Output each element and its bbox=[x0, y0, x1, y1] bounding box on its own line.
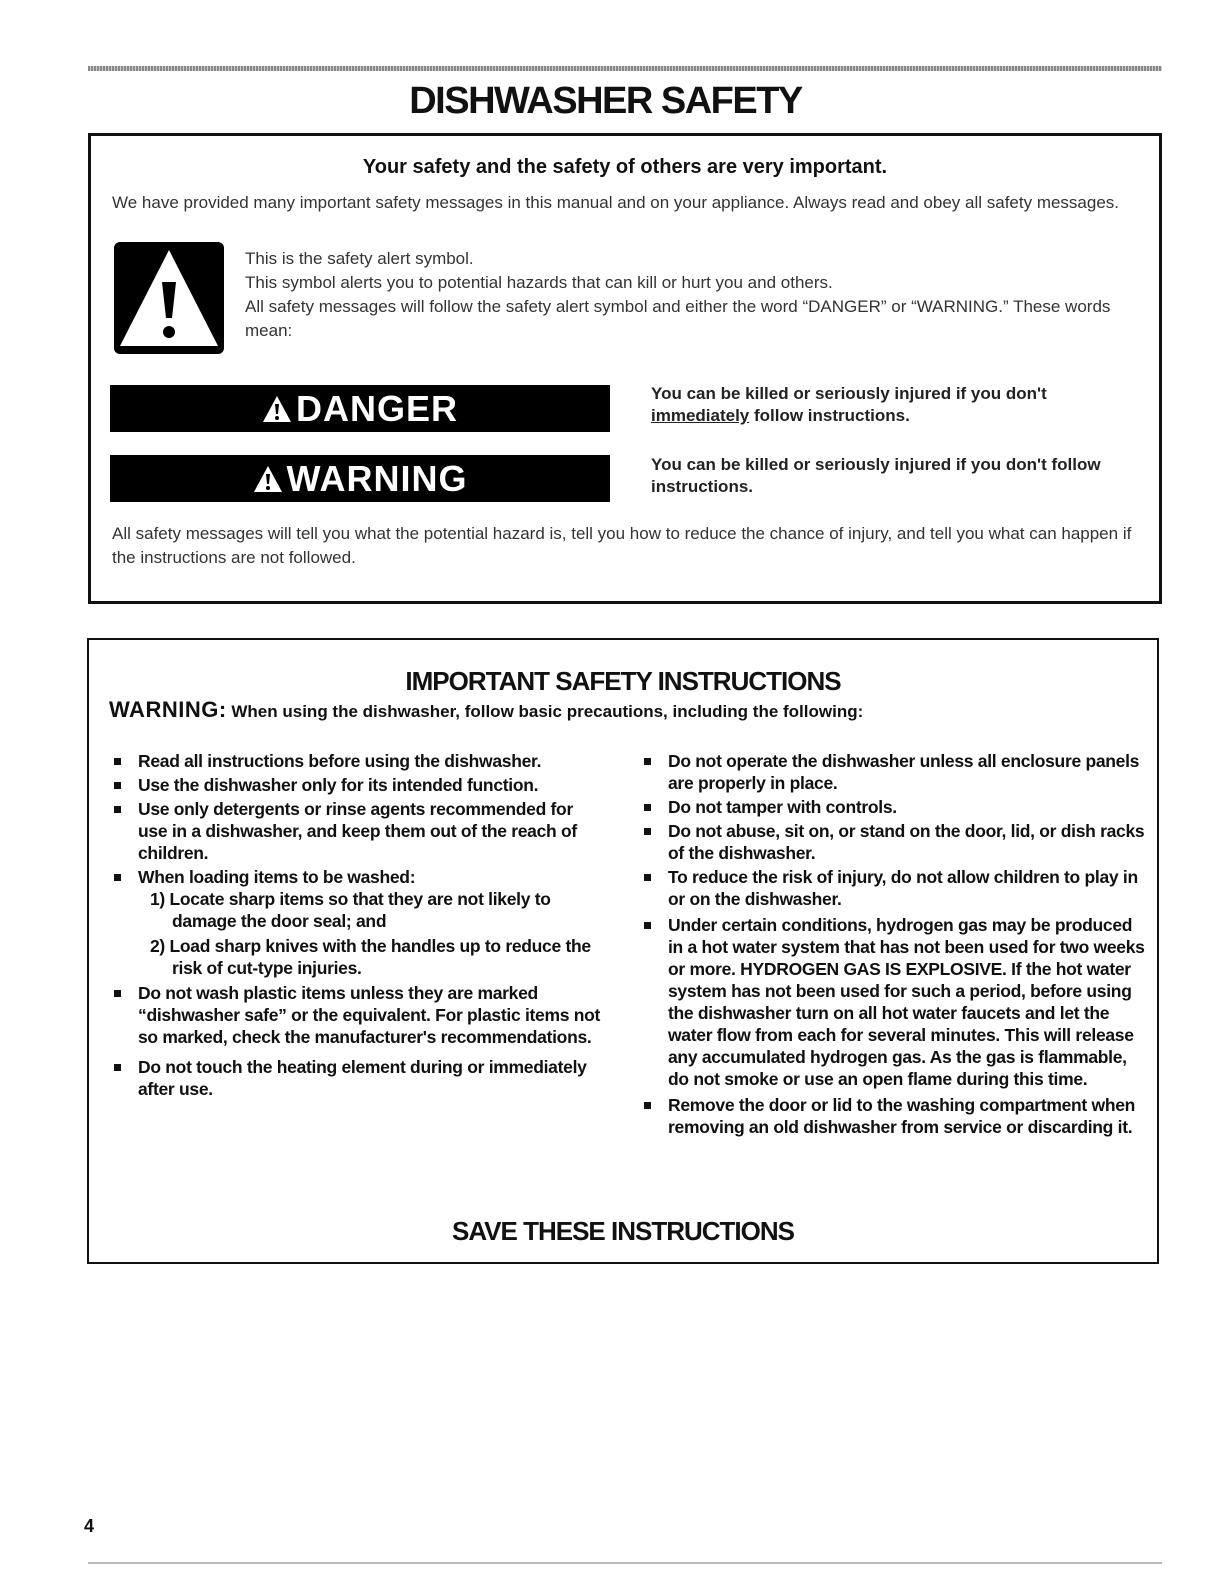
list-item: Do not tamper with controls. bbox=[643, 796, 1148, 818]
warning-label: WARNING bbox=[286, 457, 468, 499]
warning-banner bbox=[110, 455, 610, 502]
safety-intro: We have provided many important safety messages in this manual and on your appliance. Always read and obey all safety messages. bbox=[112, 193, 1120, 212]
warning-word: WARNING: bbox=[109, 697, 227, 722]
list-item: Read all instructions before using the dishwasher. bbox=[113, 750, 603, 772]
list-item-loading bbox=[113, 866, 603, 979]
safety-heading: Your safety and the safety of others are very important. bbox=[362, 156, 888, 178]
warning-triangle-icon bbox=[253, 465, 283, 493]
page-number: 4 bbox=[84, 1516, 95, 1536]
bottom-divider bbox=[88, 1562, 1162, 1564]
warning-triangle-icon bbox=[262, 395, 292, 423]
sub-item: 2) Load sharp knives with the handles up to reduce the risk of cut-type injuries. bbox=[150, 936, 591, 978]
instructions-right-column bbox=[643, 750, 1148, 1140]
alert-line: This symbol alerts you to potential hazards that can kill or hurt you and others. bbox=[245, 273, 833, 292]
list-item: Use the dishwasher only for its intended function. bbox=[113, 774, 603, 796]
top-divider bbox=[88, 66, 1162, 71]
danger-text-part: You can be killed or seriously injured if you don't bbox=[651, 384, 1047, 403]
safety-info-box bbox=[88, 133, 1162, 604]
safety-closing: All safety messages will tell you what the potential hazard is, tell you how to reduce the chance of injury, and tell you what can happen if the instructions are not followed. bbox=[112, 524, 1132, 567]
loading-sublist bbox=[138, 888, 603, 979]
important-instructions-box bbox=[87, 638, 1159, 1264]
list-item: Do not abuse, sit on, or stand on the door, lid, or dish racks of the dishwasher. bbox=[643, 820, 1148, 864]
list-item: Do not wash plastic items unless they are marked “dishwasher safe” or the equivalent. For plastic items not so marked, check the manufacturer's recommendations. bbox=[113, 982, 603, 1048]
instructions-left-column bbox=[113, 750, 603, 1102]
danger-text-emphasis: immediately bbox=[651, 406, 750, 425]
sub-item: 1) Locate sharp items so that they are not likely to damage the door seal; and bbox=[150, 889, 551, 931]
safety-alert-icon bbox=[114, 242, 224, 354]
list-item: Do not operate the dishwasher unless all enclosure panels are properly in place. bbox=[643, 750, 1148, 794]
alert-line: All safety messages will follow the safety alert symbol and either the word “DANGER” or “WARNING.” These words mean: bbox=[245, 297, 1111, 340]
list-item: Do not touch the heating element during or immediately after use. bbox=[113, 1056, 603, 1100]
page-title: DISHWASHER SAFETY bbox=[409, 80, 802, 122]
warning-description: You can be killed or seriously injured if you don't follow instructions. bbox=[651, 455, 1101, 496]
danger-text-part: follow instructions. bbox=[749, 406, 910, 425]
warning-text: When using the dishwasher, follow basic precautions, including the following: bbox=[226, 702, 864, 721]
instructions-warning bbox=[109, 697, 1149, 723]
save-instructions-footer: SAVE THESE INSTRUCTIONS bbox=[451, 1216, 794, 1246]
danger-description bbox=[651, 383, 1141, 427]
danger-banner bbox=[110, 385, 610, 432]
alert-explanation bbox=[245, 247, 1125, 343]
list-item: To reduce the risk of injury, do not allow children to play in or on the dishwasher. bbox=[643, 866, 1148, 910]
list-item-text: When loading items to be washed: bbox=[138, 867, 416, 887]
list-item: Use only detergents or rinse agents recommended for use in a dishwasher, and keep them out of the reach of children. bbox=[113, 798, 603, 864]
instructions-heading: IMPORTANT SAFETY INSTRUCTIONS bbox=[405, 666, 841, 696]
alert-line: This is the safety alert symbol. bbox=[245, 249, 474, 268]
list-item: Under certain conditions, hydrogen gas may be produced in a hot water system that has not been used for two weeks or more. HYDROGEN GAS IS EXPLOSIVE. If the hot water system has not been used for such a period, before using the dishwasher turn on all hot water faucets and let the water flow from each for several minutes. This will release any accumulated hydrogen gas. As the gas is flammable, do not smoke or use an open flame during this time. bbox=[643, 914, 1148, 1090]
danger-label: DANGER bbox=[295, 387, 458, 429]
list-item: Remove the door or lid to the washing compartment when removing an old dishwasher from service or discarding it. bbox=[643, 1094, 1148, 1138]
